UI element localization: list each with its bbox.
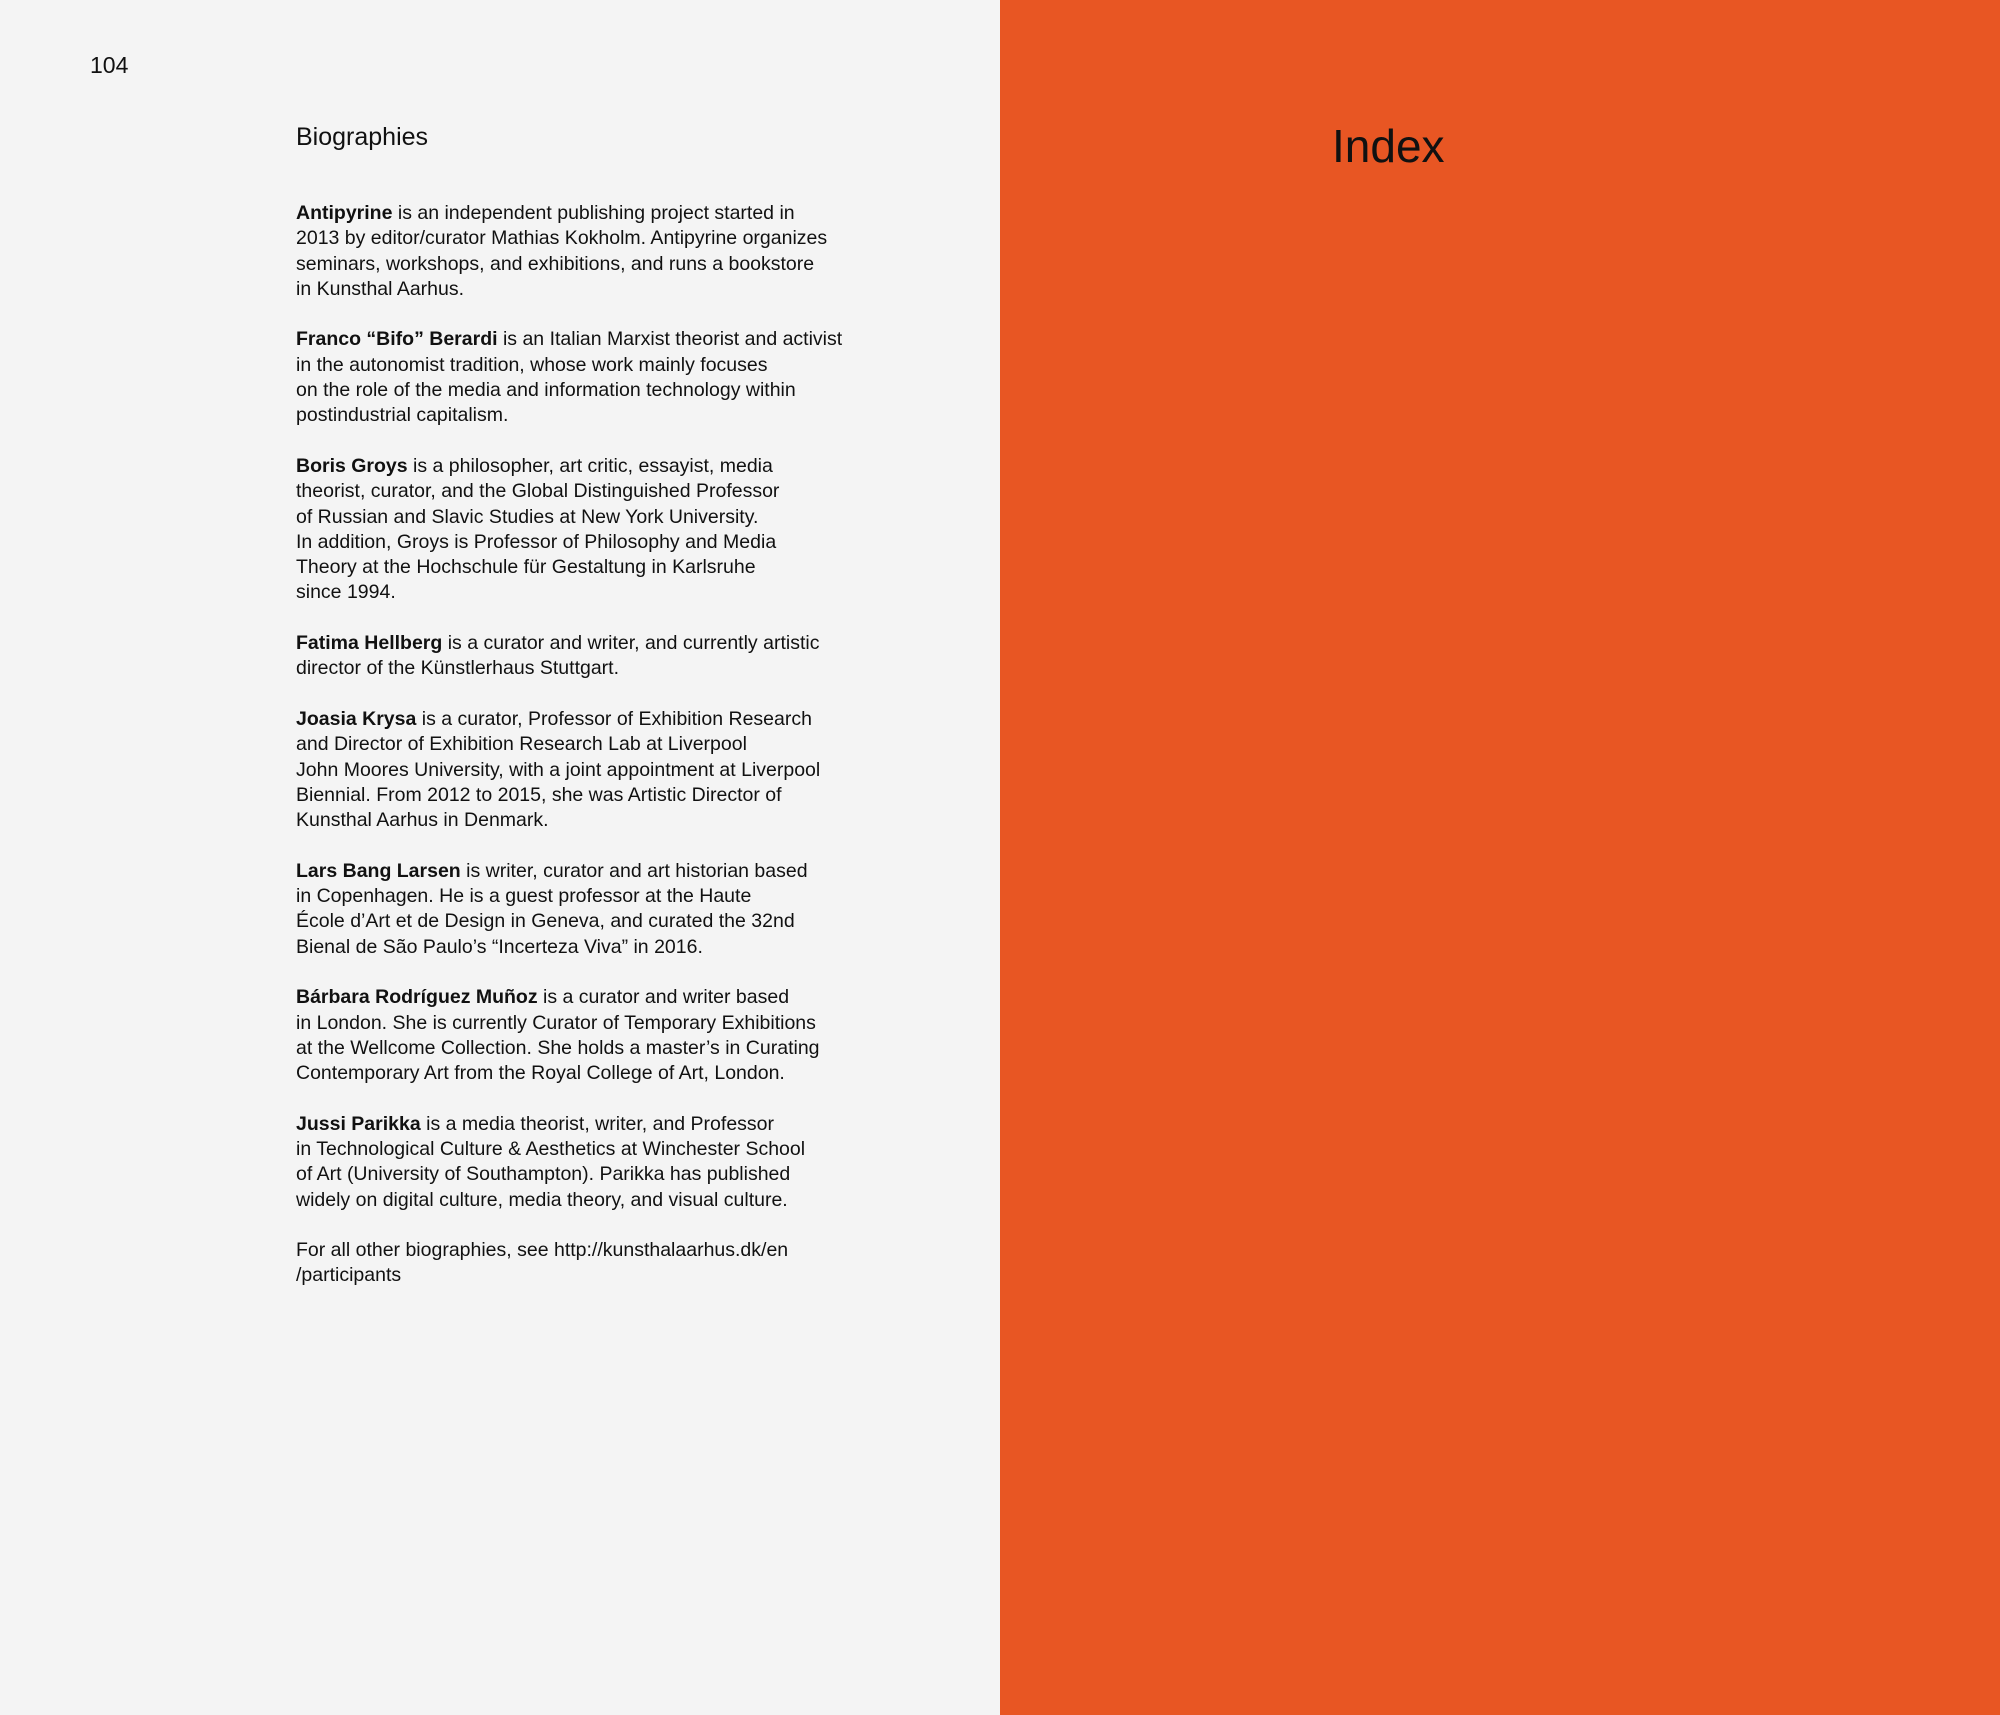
index-title: Index [1332,120,1445,172]
bio-name: Fatima Hellberg [296,632,443,655]
bio-entry: Jussi Parikka is a media theorist, writer, and Professor in Technological Culture & Aesthetics at Winchester School of Art (University of Southampton). Parikka has published widely on digital culture, media theory, and visual culture. [296,1112,806,1211]
page-number: 104 [90,52,129,78]
bio-name: Joasia Krysa [296,707,417,730]
bio-entry: Lars Bang Larsen is writer, curator and art historian based in Copenhagen. He is a guest professor at the Haute École d’Art et de Design in Geneva, and curated the 32nd Bienal de São Paulo’s “Incerteza Viva” in 2016. [296,859,808,958]
bio-name: Antipyrine [296,202,393,224]
right-page [1000,0,2000,1715]
bio-name: Jussi Parikka [296,1112,421,1135]
bio-name: Lars Bang Larsen [296,859,461,882]
bio-entry: Joasia Krysa is a curator, Professor of Exhibition Research and Director of Exhibition Research Lab at Liverpool John Moores University, with a joint appointment at Liverpool Biennial. From 2012 to 2015, she was Artistic Director of Kunsthal Aarhus in Denmark. [296,707,821,832]
bio-entry: Bárbara Rodríguez Muñoz is a curator and writer based in London. She is currently Curator of Temporary Exhibitions at the Wellcome Collection. She holds a master’s in Curating Contemporary Art from the Royal College of Art, London. [296,986,820,1085]
bio-entry: Boris Groys is a philosopher, art critic, essayist, media theorist, curator, and the Global Distinguished Professor of Russian and Slavic Studies at New York University. In addition, Groys is Professor of Philosophy and Media Theory at the Hochschule für Gestaltung in Karlsruhe since 1994. [296,454,780,604]
bio-name: Boris Groys [296,454,408,477]
bio-entry: Antipyrine is an independent publishing project started in 2013 by editor/curator Mathias Kokholm. Antipyrine organizes seminars, workshops, and exhibitions, and runs a bookstore in Kunsthal Aarhus. [296,202,828,300]
biography-list [296,201,916,1289]
bio-entry: Fatima Hellberg is a curator and writer, and currently artistic director of the Künstlerhaus Stuttgart. [296,632,820,680]
bio-name: Franco “Bifo” Berardi [296,328,498,351]
bio-name: Bárbara Rodríguez Muñoz [296,986,538,1009]
section-title: Biographies [296,123,429,151]
bio-entry: Franco “Bifo” Berardi is an Italian Marxist theorist and activist in the autonomist tradition, whose work mainly focuses on the role of the media and information technology within postindustrial capitalism. [296,328,843,427]
other-biographies-note: For all other biographies, see http://kunsthalaarhus.dk/en /participants [296,1239,789,1287]
